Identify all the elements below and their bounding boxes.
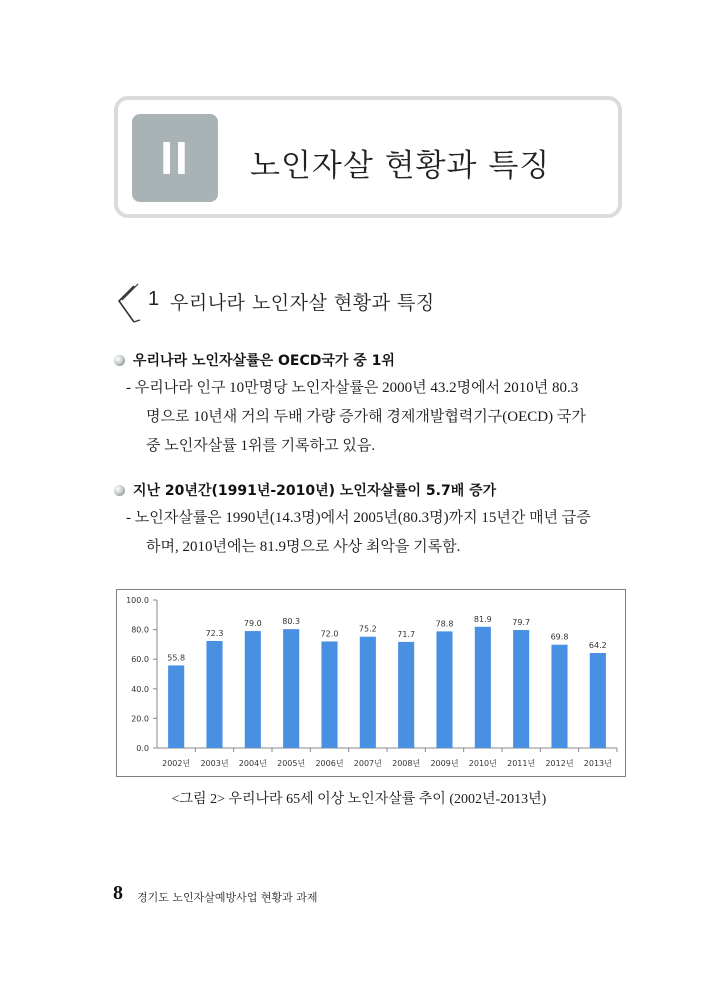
section-heading — [116, 282, 516, 326]
paragraph-line: - 노인자살률은 1990년(14.3명)에서 2005년(80.3명)까지 15년간 매년 급증 — [126, 510, 591, 526]
y-tick-label: 60.0 — [131, 655, 149, 665]
chapter-title: 노인자살 현황과 특징 — [250, 148, 551, 184]
chart-bar — [551, 645, 567, 748]
bar-chart — [117, 590, 625, 776]
y-tick-label: 0.0 — [136, 744, 149, 753]
y-tick-label: 40.0 — [131, 684, 149, 694]
x-tick-label: 2007년 — [353, 759, 382, 768]
data-label: 55.8 — [167, 653, 186, 663]
chapter-header — [114, 96, 622, 218]
data-label: 64.2 — [588, 640, 607, 650]
chart-bar — [321, 641, 337, 748]
section-number: 1 — [148, 288, 160, 310]
chart-bar — [206, 641, 222, 748]
bullet-heading-text: 지난 20년간(1991년-2010년) 노인자살률이 5.7배 증가 — [133, 483, 497, 499]
data-label: 78.8 — [435, 619, 454, 629]
data-label: 75.2 — [358, 624, 377, 634]
chapter-number: II — [132, 114, 218, 202]
data-label: 71.7 — [397, 629, 416, 639]
x-tick-label: 2009년 — [430, 759, 459, 768]
paragraph-line: 하며, 2010년에는 81.9명으로 사상 최악을 기록함. — [146, 539, 461, 555]
footer-text: 경기도 노인자살예방사업 현황과 과제 — [137, 891, 318, 904]
paragraph-line: 중 노인자살률 1위를 기록하고 있음. — [146, 438, 376, 454]
paragraph-1 — [126, 374, 634, 461]
chart-bar — [245, 631, 261, 748]
chart-bar — [360, 637, 376, 748]
paragraph-line: 명으로 10년새 거의 두배 가량 증가해 경제개발협력기구(OECD) 국가 — [146, 409, 586, 425]
chart-bar — [590, 653, 606, 748]
chart-bar — [436, 631, 452, 748]
data-label: 80.3 — [282, 617, 301, 627]
x-tick-label: 2013년 — [583, 759, 612, 768]
x-tick-label: 2012년 — [545, 759, 574, 768]
chart-frame — [116, 589, 626, 777]
x-tick-label: 2005년 — [277, 759, 306, 768]
chart-bar — [475, 627, 491, 748]
data-label: 72.0 — [320, 629, 339, 639]
x-tick-label: 2004년 — [238, 759, 267, 768]
data-label: 79.7 — [512, 618, 531, 628]
x-tick-label: 2008년 — [392, 759, 421, 768]
bullet-ball-icon — [114, 485, 125, 496]
data-label: 69.8 — [550, 632, 569, 642]
chart-bar — [513, 630, 529, 748]
y-tick-label: 100.0 — [126, 596, 149, 605]
x-tick-label: 2006년 — [315, 759, 344, 768]
chart-bar — [398, 642, 414, 748]
data-label: 79.0 — [243, 619, 262, 629]
chart-bar — [283, 629, 299, 748]
y-tick-label: 20.0 — [131, 714, 149, 724]
y-tick-label: 80.0 — [131, 625, 149, 635]
paragraph-2 — [126, 504, 634, 562]
x-tick-label: 2010년 — [468, 759, 497, 768]
chart-bar — [168, 665, 184, 748]
section-title: 우리나라 노인자살 현황과 특징 — [170, 292, 435, 314]
bullet-ball-icon — [114, 355, 125, 366]
bullet-heading-1 — [114, 350, 395, 370]
paragraph-line: - 우리나라 인구 10만명당 노인자살률은 2000년 43.2명에서 2010년 80.3 — [126, 380, 579, 396]
bullet-heading-text: 우리나라 노인자살률은 OECD국가 중 1위 — [133, 353, 395, 369]
page-number: 8 — [113, 882, 123, 904]
bullet-heading-2 — [114, 480, 496, 500]
x-tick-label: 2011년 — [507, 759, 536, 768]
data-label: 72.3 — [205, 628, 224, 638]
figure-caption: <그림 2> 우리나라 65세 이상 노인자살률 추이 (2002년-2013년) — [171, 792, 547, 807]
x-tick-label: 2002년 — [162, 759, 191, 768]
x-tick-label: 2003년 — [200, 759, 229, 768]
data-label: 81.9 — [473, 614, 492, 624]
